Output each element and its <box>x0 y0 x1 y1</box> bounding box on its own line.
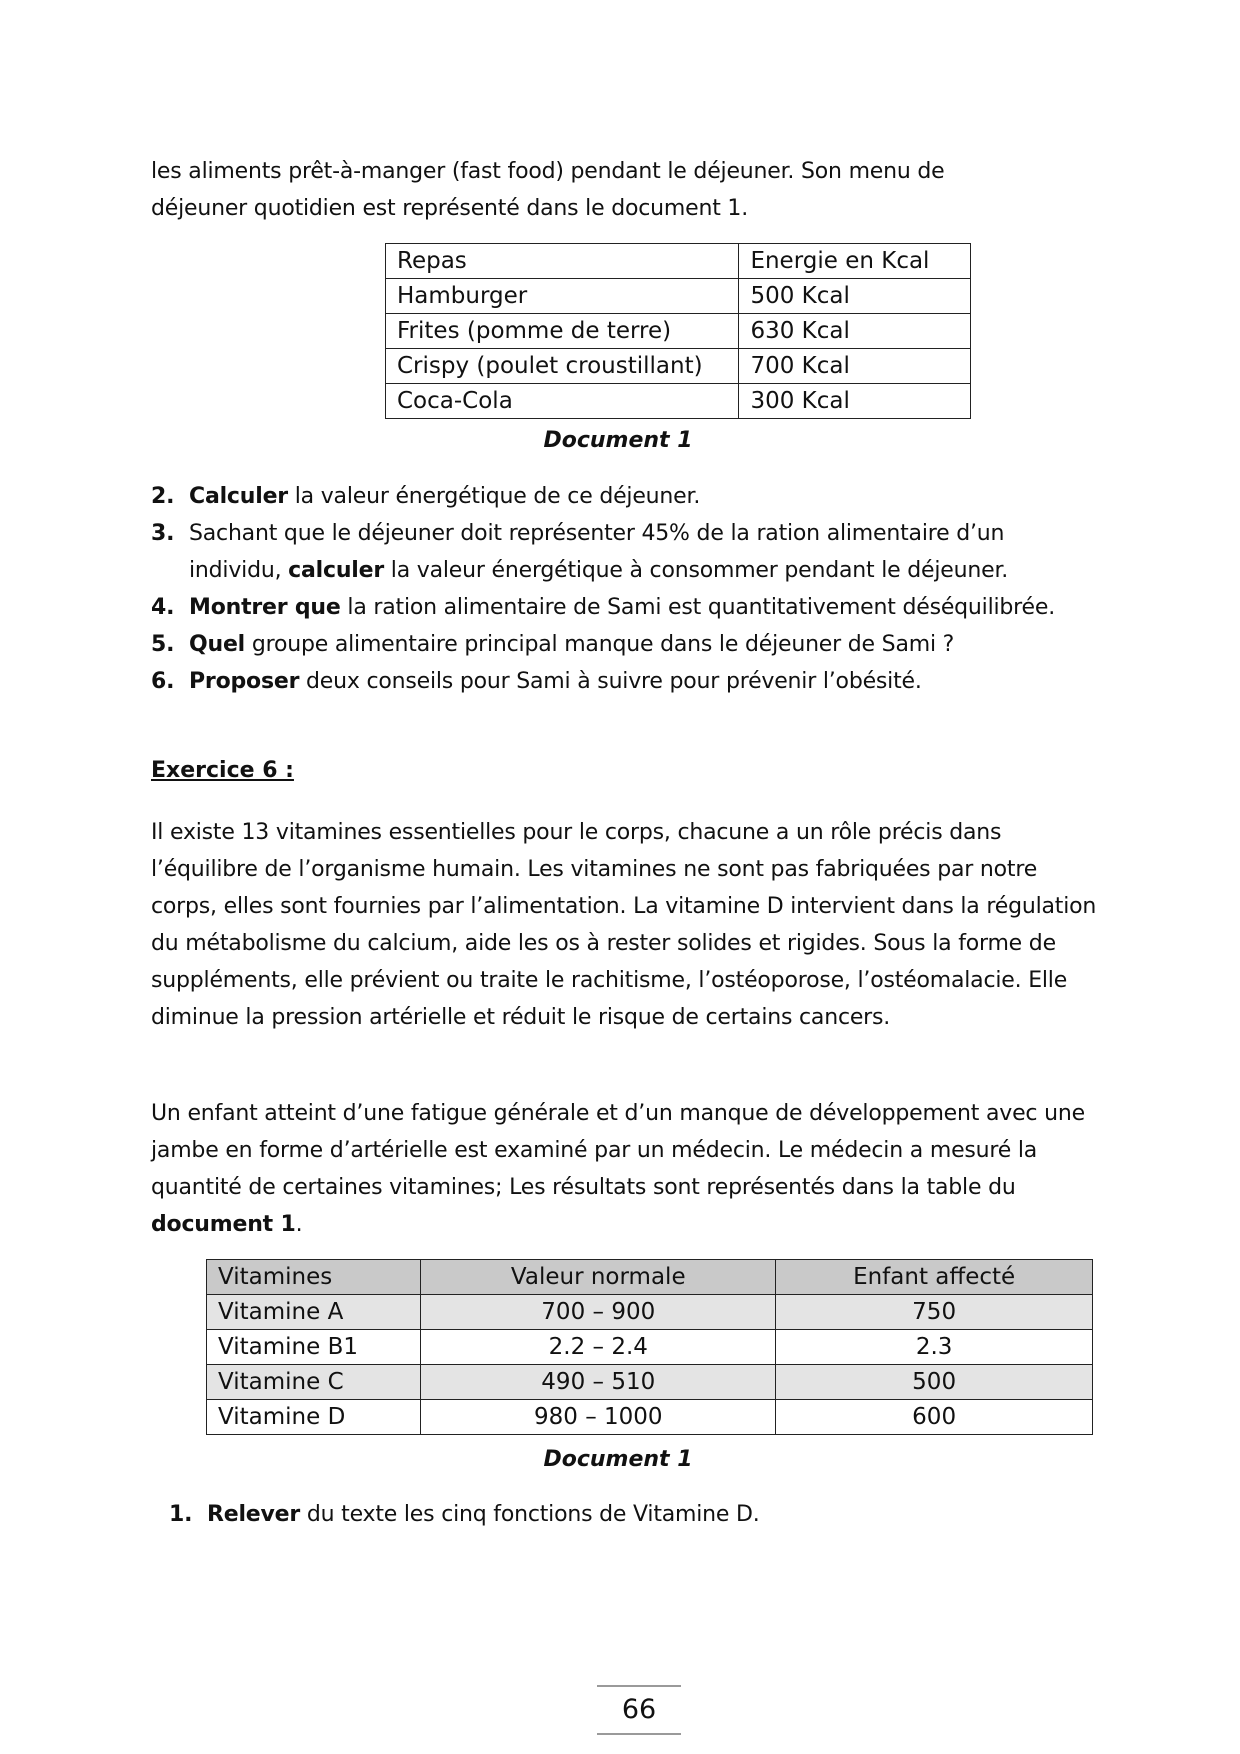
table-row <box>207 1400 1093 1435</box>
exercise-paragraph-1: Il existe 13 vitamines essentielles pour le corps, chacune a un rôle précis dans l’équilibre de l’organisme humain. Les vitamines ne sont pas fabriquées par notre corps, elles sont fournies par l’alimentation. La vitamine D intervient dans la régulation du métabolisme du calcium, aide les os à rester solides et rigides. Sous la forme de suppléments, elle prévient ou traite le rachitisme, l’ostéoporose, l’ostéomalacie. Elle diminue la pression artérielle et réduit le risque de certains cancers. <box>151 820 1097 1030</box>
table-row <box>207 1365 1093 1400</box>
intro-text <box>151 153 1101 227</box>
table-cell: Frites (pomme de terre) <box>386 314 739 349</box>
question-number: 5. <box>151 632 175 657</box>
table-cell: Crispy (poulet croustillant) <box>386 349 739 384</box>
paragraph-text: . <box>295 1212 303 1237</box>
question-number: 4. <box>151 595 175 620</box>
question-verb: Quel <box>189 632 246 657</box>
table-cell: 490 – 510 <box>421 1365 776 1400</box>
table-caption: Document 1 <box>543 1447 693 1472</box>
table-row <box>386 384 971 419</box>
question-number: 6. <box>151 669 175 694</box>
table-caption: Document 1 <box>543 428 693 453</box>
question-text: du texte les cinq fonctions de Vitamine D. <box>300 1502 760 1527</box>
table-row <box>386 349 971 384</box>
table-cell: 700 – 900 <box>421 1295 776 1330</box>
paragraph-bold: document 1 <box>151 1212 296 1237</box>
meal-energy-table <box>385 243 971 419</box>
question-number: 3. <box>151 521 175 546</box>
question-text: deux conseils pour Sami à suivre pour prévenir l’obésité. <box>299 669 922 694</box>
table-row <box>207 1295 1093 1330</box>
table-cell: Vitamine A <box>207 1295 421 1330</box>
question-text: la valeur énergétique de ce déjeuner. <box>287 484 701 509</box>
table-cell: 630 Kcal <box>739 314 971 349</box>
question-verb: Proposer <box>189 669 300 694</box>
question-text: groupe alimentaire principal manque dans le déjeuner de Sami ? <box>245 632 955 657</box>
question-item <box>169 1496 1069 1533</box>
table-header-row <box>207 1260 1093 1295</box>
table-cell: 300 Kcal <box>739 384 971 419</box>
table-row <box>207 1330 1093 1365</box>
table-cell: 500 <box>776 1365 1093 1400</box>
exercise-paragraph-2 <box>151 1095 1106 1243</box>
question-text: la ration alimentaire de Sami est quantitativement déséquilibrée. <box>340 595 1055 620</box>
question-verb: Calculer <box>189 484 288 509</box>
question-item <box>151 515 1101 589</box>
table-row <box>386 279 971 314</box>
paragraph-text: Un enfant atteint d’une fatigue générale et d’un manque de développement avec une jambe en forme d’artérielle est examiné par un médecin. Le médecin a mesuré la quantité de certaines vitamines; Les résultats sont représentés dans la table du <box>151 1101 1085 1200</box>
exercise-title: Exercice 6 : <box>151 758 294 783</box>
table-header-cell: Vitamines <box>207 1260 421 1295</box>
table-cell: Vitamine C <box>207 1365 421 1400</box>
table-cell: Coca-Cola <box>386 384 739 419</box>
table-cell: Vitamine B1 <box>207 1330 421 1365</box>
table-header-cell: Enfant affecté <box>776 1260 1093 1295</box>
table-header-cell: Repas <box>386 244 739 279</box>
table-header-row <box>386 244 971 279</box>
footer-divider <box>597 1733 681 1735</box>
table-cell: 2.2 – 2.4 <box>421 1330 776 1365</box>
question-text: la valeur énergétique à consommer pendant le déjeuner. <box>384 558 1009 583</box>
question-item <box>151 626 1101 663</box>
table-cell: 750 <box>776 1295 1093 1330</box>
question-item <box>151 478 1101 515</box>
table-header-cell: Energie en Kcal <box>739 244 971 279</box>
table-row <box>386 314 971 349</box>
vitamin-table <box>206 1259 1093 1435</box>
table-cell: 980 – 1000 <box>421 1400 776 1435</box>
question-item <box>151 663 1101 700</box>
question-number: 1. <box>169 1502 193 1527</box>
question-list <box>151 478 1101 700</box>
question-verb: calculer <box>288 558 385 583</box>
intro-line-1: les aliments prêt-à-manger (fast food) pendant le déjeuner. Son menu de <box>151 159 945 184</box>
question-list <box>169 1496 1069 1533</box>
table-cell: 2.3 <box>776 1330 1093 1365</box>
question-verb: Montrer que <box>189 595 341 620</box>
table-header-cell: Valeur normale <box>421 1260 776 1295</box>
question-verb: Relever <box>207 1502 301 1527</box>
table-cell: 700 Kcal <box>739 349 971 384</box>
table-cell: 500 Kcal <box>739 279 971 314</box>
question-number: 2. <box>151 484 175 509</box>
table-cell: 600 <box>776 1400 1093 1435</box>
table-cell: Vitamine D <box>207 1400 421 1435</box>
intro-line-2: déjeuner quotidien est représenté dans le document 1. <box>151 196 748 221</box>
question-text: Sachant que le déjeuner doit représenter 45% de la ration alimentaire d’un individu, <box>189 521 1005 583</box>
footer-divider <box>597 1685 681 1687</box>
table-cell: Hamburger <box>386 279 739 314</box>
page-number: 66 <box>621 1694 657 1725</box>
question-item <box>151 589 1101 626</box>
